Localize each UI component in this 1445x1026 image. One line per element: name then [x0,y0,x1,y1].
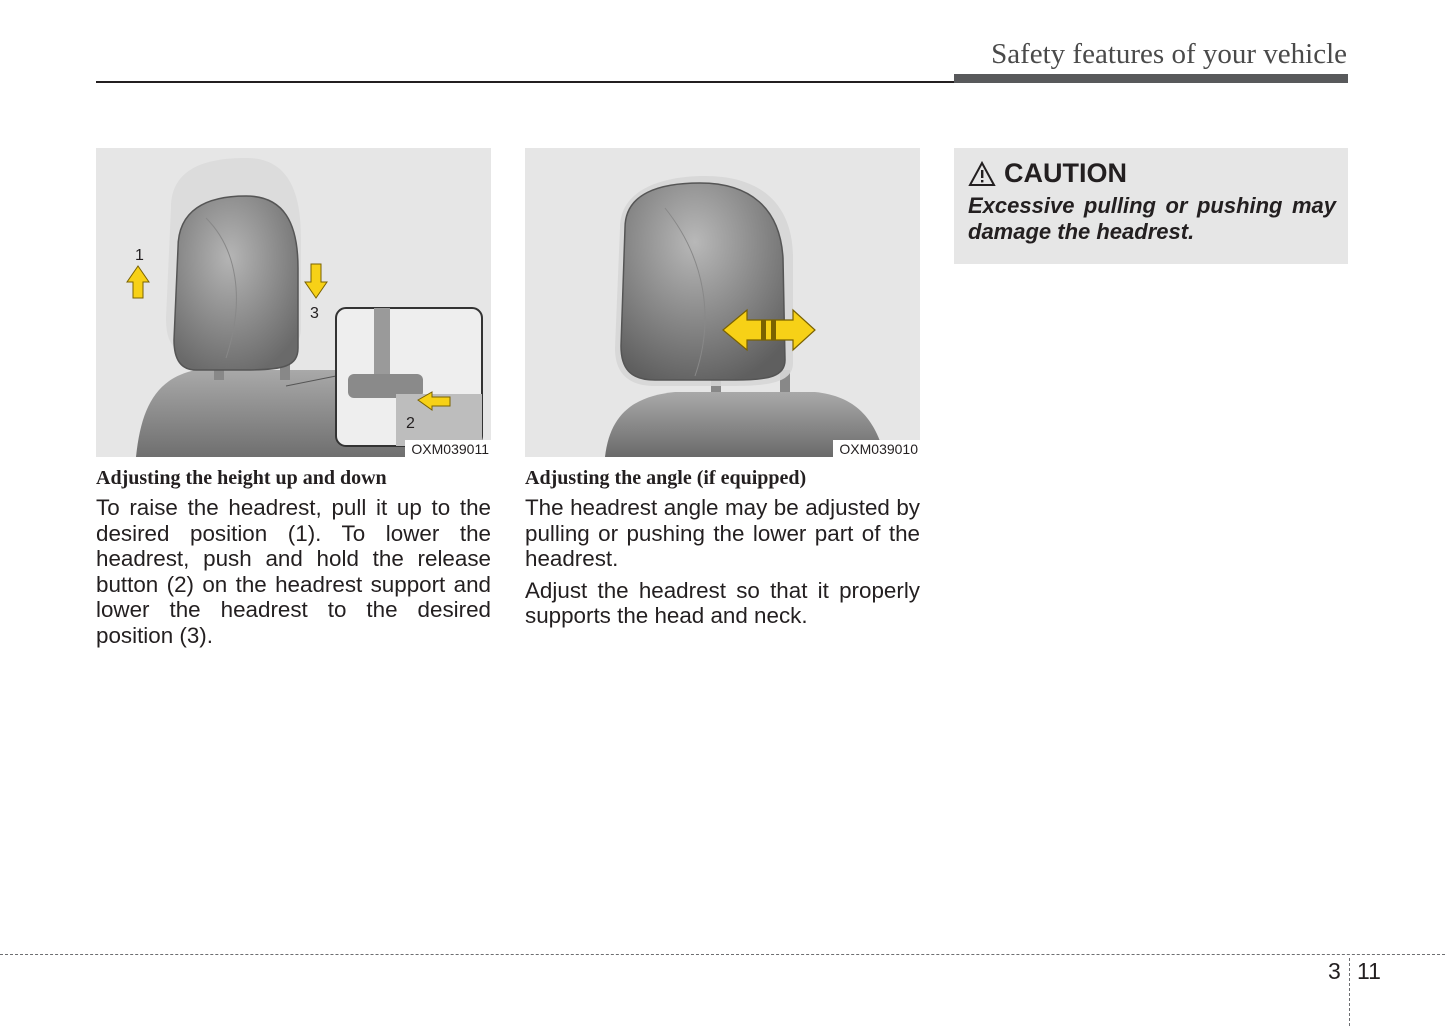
up-arrow-icon [127,266,149,298]
down-arrow-icon [305,264,327,298]
caution-box [954,148,1348,264]
caution-title: CAUTION [1004,158,1127,188]
label-2: 2 [406,415,415,432]
caution-text: Excessive pulling or pushing may damage the headrest. [968,193,1336,244]
headrest-angle-illustration [525,148,920,457]
figure-code: OXM039010 [833,440,920,457]
height-adjust-paragraph: To raise the headrest, pull it up to the desired position (1). To lower the headrest, push and hold the release button (2) on the headrest support and lower the headrest to the desired position (3). [96,495,491,648]
figure-code: OXM039011 [405,440,491,457]
header-rule [96,81,954,83]
label-1: 1 [135,247,144,264]
headrest [621,183,785,380]
middle-column [525,148,920,635]
header-rule-accent [954,74,1348,83]
caution-header [968,158,1336,189]
headrest-height-figure [96,148,491,457]
angle-adjust-paragraph-2: Adjust the headrest so that it properly supports the head and neck. [525,577,920,628]
height-adjust-heading: Adjusting the height up and down [96,467,387,489]
angle-adjust-heading: Adjusting the angle (if equipped) [525,467,807,489]
warning-triangle-icon [968,161,996,187]
footer-rule [0,954,1445,955]
chapter-number: 3 [1328,958,1341,984]
angle-adjust-paragraph-1: The headrest angle may be adjusted by pulling or pushing the lower part of the headrest. [525,495,920,571]
headrest-height-illustration [96,148,491,457]
page-number: 11 [1357,958,1381,984]
label-3: 3 [310,305,319,322]
page-number-divider [1349,958,1350,1026]
section-title: Safety features of your vehicle [991,38,1347,70]
headrest-angle-figure [525,148,920,457]
left-column [96,148,491,654]
